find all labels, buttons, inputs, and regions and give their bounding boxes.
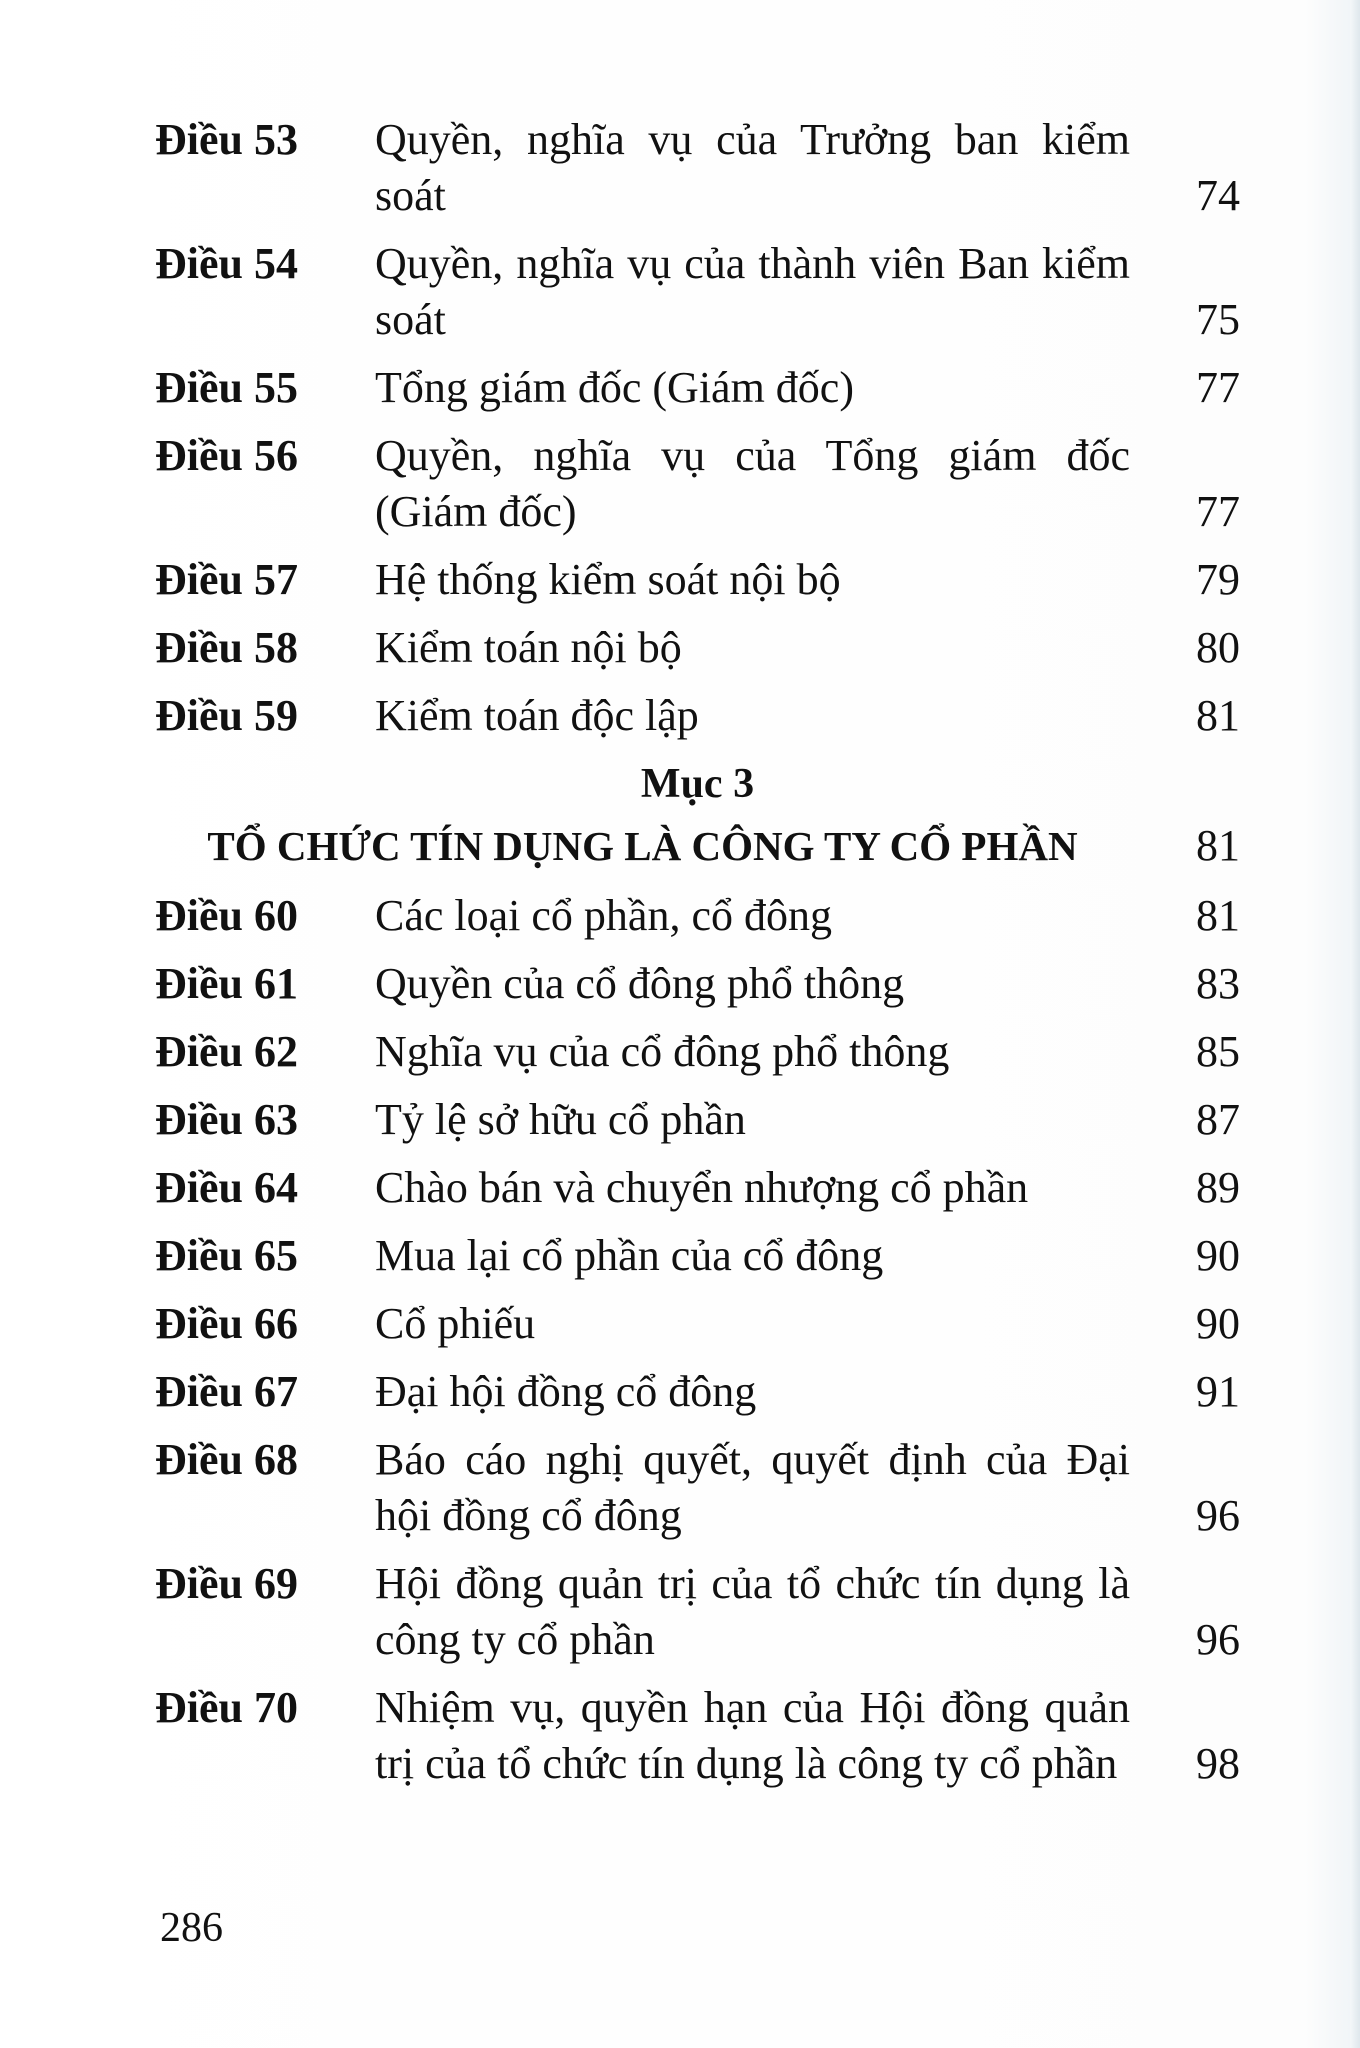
page-number: 98 (1196, 1739, 1240, 1788)
toc-entry (155, 112, 1240, 224)
article-number: Điều 61 (155, 959, 298, 1008)
page-number: 85 (1196, 1027, 1240, 1076)
toc-entry (155, 1680, 1240, 1792)
article-number: Điều 55 (155, 363, 298, 412)
toc-entry (155, 1296, 1240, 1352)
article-number: Điều 64 (155, 1163, 298, 1212)
article-number: Điều 58 (155, 623, 298, 672)
page-number: 87 (1196, 1095, 1240, 1144)
article-title: Hội đồng quản trị của tổ chức tín dụng là công ty cổ phần (375, 1559, 1130, 1664)
article-number: Điều 67 (155, 1367, 298, 1416)
section-heading (155, 818, 1240, 874)
article-title: Quyền, nghĩa vụ của thành viên Ban kiểm soát (375, 239, 1130, 344)
page-number: 83 (1196, 959, 1240, 1008)
article-number: Điều 60 (155, 891, 298, 940)
article-title: Hệ thống kiểm soát nội bộ (375, 555, 841, 604)
article-number: Điều 62 (155, 1027, 298, 1076)
article-title: Tỷ lệ sở hữu cổ phần (375, 1095, 746, 1144)
toc-group-a (155, 112, 1240, 744)
article-number: Điều 54 (155, 239, 298, 288)
article-title: Kiểm toán độc lập (375, 691, 699, 740)
article-title: Tổng giám đốc (Giám đốc) (375, 363, 854, 412)
toc-entry (155, 552, 1240, 608)
article-number: Điều 57 (155, 555, 298, 604)
article-title: Cổ phiếu (375, 1299, 536, 1348)
article-title: Quyền, nghĩa vụ của Tổng giám đốc (Giám đốc) (375, 431, 1130, 536)
article-title: Nghĩa vụ của cổ đông phổ thông (375, 1027, 950, 1076)
toc-entry (155, 956, 1240, 1012)
article-title: Quyền, nghĩa vụ của Trưởng ban kiểm soát (375, 115, 1130, 220)
page-number: 75 (1196, 295, 1240, 344)
toc-entry (155, 688, 1240, 744)
article-number: Điều 69 (155, 1559, 298, 1608)
toc-entry (155, 1024, 1240, 1080)
page-number: 77 (1196, 363, 1240, 412)
toc-entry (155, 1092, 1240, 1148)
toc-entry (155, 360, 1240, 416)
article-title: Nhiệm vụ, quyền hạn của Hội đồng quản trị của tổ chức tín dụng là công ty cổ phần (375, 1683, 1130, 1788)
toc-entry (155, 428, 1240, 540)
article-number: Điều 53 (155, 115, 298, 164)
article-number: Điều 63 (155, 1095, 298, 1144)
article-number: Điều 70 (155, 1683, 298, 1732)
article-number: Điều 56 (155, 431, 298, 480)
page-number: 96 (1196, 1491, 1240, 1540)
section-title: TỔ CHỨC TÍN DỤNG LÀ CÔNG TY CỔ PHẦN (207, 823, 1078, 869)
article-title: Đại hội đồng cổ đông (375, 1367, 757, 1416)
page-number: 96 (1196, 1615, 1240, 1664)
page-number: 90 (1196, 1299, 1240, 1348)
toc-entry (155, 888, 1240, 944)
article-number: Điều 66 (155, 1299, 298, 1348)
article-number: Điều 59 (155, 691, 298, 740)
toc-entry (155, 620, 1240, 676)
page-number: 77 (1196, 487, 1240, 536)
page-number: 81 (1196, 691, 1240, 740)
page-number: 91 (1196, 1367, 1240, 1416)
toc-entry (155, 1364, 1240, 1420)
article-title: Quyền của cổ đông phổ thông (375, 959, 905, 1008)
folio-page-number: 286 (160, 1905, 223, 1951)
page-number: 74 (1196, 171, 1240, 220)
article-number: Điều 65 (155, 1231, 298, 1280)
article-title: Các loại cổ phần, cổ đông (375, 891, 832, 940)
toc-group-b (155, 888, 1240, 1792)
toc-entry (155, 1556, 1240, 1668)
page-number: 79 (1196, 555, 1240, 604)
article-title: Báo cáo nghị quyết, quyết định của Đại hội đồng cổ đông (375, 1435, 1130, 1540)
toc-entry (155, 1228, 1240, 1284)
toc-entry (155, 236, 1240, 348)
article-title: Kiểm toán nội bộ (375, 623, 682, 672)
page-number: 81 (1196, 821, 1240, 870)
toc-entry (155, 1160, 1240, 1216)
article-title: Chào bán và chuyển nhượng cổ phần (375, 1163, 1029, 1212)
table-of-contents (155, 112, 1240, 1804)
page-number: 90 (1196, 1231, 1240, 1280)
page-number: 80 (1196, 623, 1240, 672)
page-number: 89 (1196, 1163, 1240, 1212)
toc-entry (155, 1432, 1240, 1544)
article-title: Mua lại cổ phần của cổ đông (375, 1231, 884, 1280)
page-number: 81 (1196, 891, 1240, 940)
section-label: Mục 3 (640, 761, 755, 807)
page-edge (1350, 0, 1360, 2048)
article-number: Điều 68 (155, 1435, 298, 1484)
